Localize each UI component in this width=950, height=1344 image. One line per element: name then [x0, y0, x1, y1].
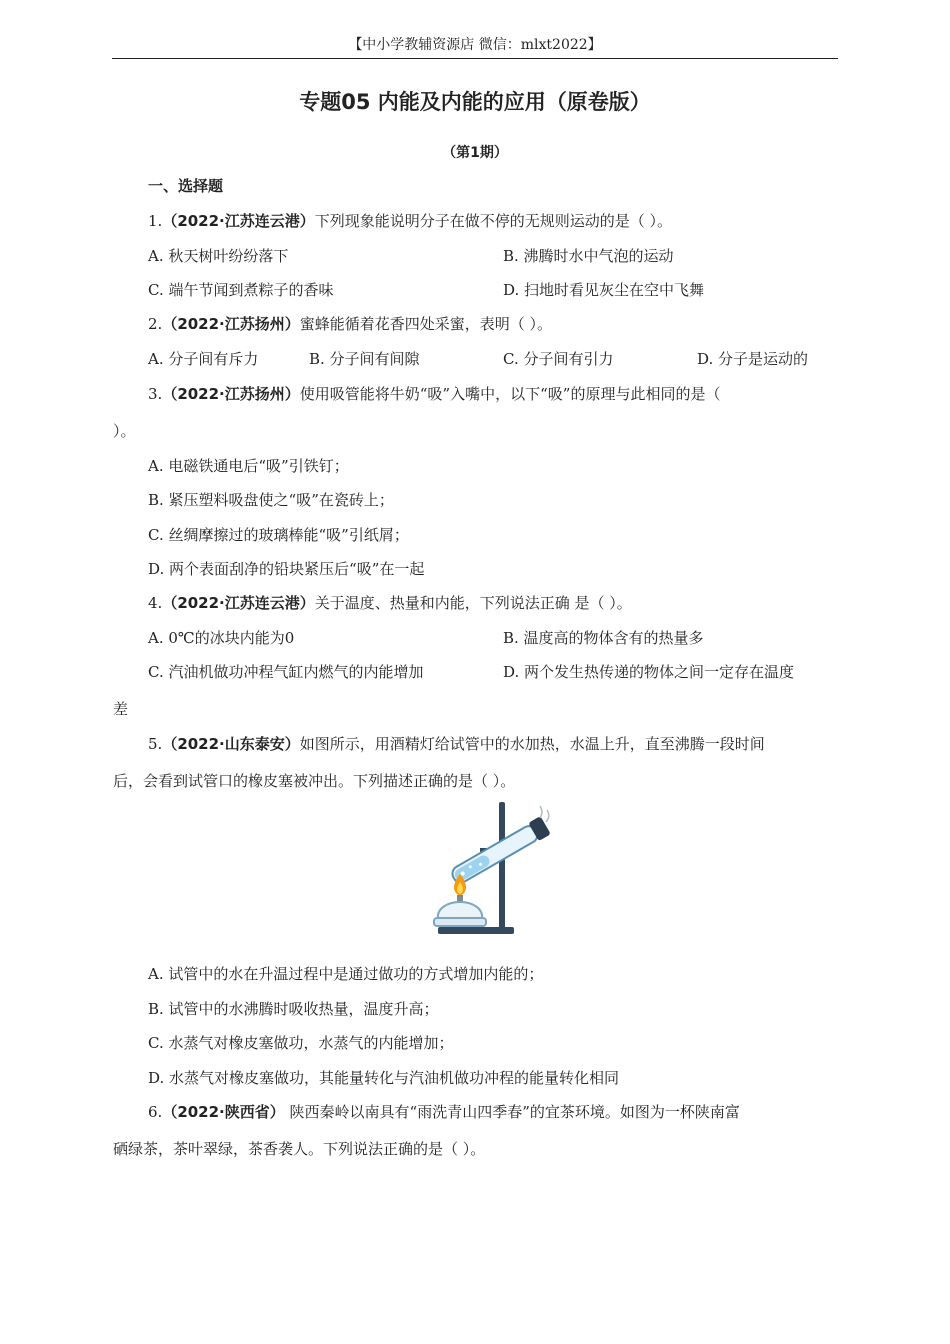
question-2-option-b: B. 分子间有间隙 [309, 350, 420, 368]
question-6-source: （2022·陕西省） [162, 1103, 285, 1121]
question-2-number: 2. [148, 315, 163, 333]
question-1-stem [148, 211, 672, 231]
page-header: 【中小学教辅资源店 微信：mlxt2022】 [348, 37, 602, 53]
question-1-option-a: A. 秋天树叶纷纷落下 [148, 247, 289, 265]
question-6-number: 6. [148, 1103, 163, 1121]
question-4-option-a: A. 0℃的冰块内能为0 [148, 629, 295, 647]
question-4-source: （2022·江苏连云港） [162, 594, 315, 612]
question-5-stem [148, 734, 765, 754]
question-4-option-d: D. 两个发生热传递的物体之间一定存在温度 [503, 663, 795, 681]
question-3-source: （2022·江苏扬州） [162, 385, 300, 403]
question-4-option-d-continued: 差 [113, 700, 129, 718]
question-2-option-c: C. 分子间有引力 [503, 350, 614, 368]
question-5-stem-continued: 后，会看到试管口的橡皮塞被冲出。下列描述正确的是（ ）。 [113, 772, 516, 790]
question-5-text: 如图所示，用酒精灯给试管中的水加热，水温上升，直至沸腾一段时间 [299, 735, 765, 753]
question-1-text: 下列现象能说明分子在做不停的无规则运动的是（ ）。 [314, 212, 673, 230]
document-title: 专题05 内能及内能的应用（原卷版） [299, 90, 651, 114]
question-3-option-a: A. 电磁铁通电后“吸”引铁钉； [148, 457, 349, 475]
question-1-option-b: B. 沸腾时水中气泡的运动 [503, 247, 674, 265]
question-1-option-d: D. 扫地时看见灰尘在空中飞舞 [503, 281, 705, 299]
stand-rod [499, 802, 505, 930]
question-6-stem [148, 1102, 740, 1122]
question-4-option-c: C. 汽油机做功冲程气缸内燃气的内能增加 [148, 663, 424, 681]
question-3-number: 3. [148, 385, 163, 403]
question-2-stem [148, 314, 552, 334]
question-6-text: 陕西秦岭以南具有“雨洗青山四季春”的宜茶环境。如图为一杯陕南富 [284, 1103, 740, 1121]
question-3-option-b: B. 紧压塑料吸盘使之“吸”在瓷砖上； [148, 491, 394, 509]
question-3-stem-continued: ）。 [113, 422, 136, 440]
section-heading: 一、选择题 [148, 177, 224, 195]
header-divider [112, 58, 838, 59]
question-3-option-d: D. 两个表面刮净的铅块紧压后“吸”在一起 [148, 560, 425, 578]
issue-label: （第1期） [442, 145, 508, 161]
question-4-stem [148, 593, 632, 613]
question-5-source: （2022·山东泰安） [162, 735, 300, 753]
question-5-option-a: A. 试管中的水在升温过程中是通过做功的方式增加内能的； [148, 965, 544, 983]
question-3-text: 使用吸管能将牛奶“吸”入嘴中，以下“吸”的原理与此相同的是（ [299, 385, 721, 403]
test-tube-heating-figure [428, 796, 558, 942]
question-2-source: （2022·江苏扬州） [162, 315, 300, 333]
question-1-number: 1. [148, 212, 163, 230]
question-1-option-c: C. 端午节闻到煮粽子的香味 [148, 281, 334, 299]
question-2-option-d: D. 分子是运动的 [697, 350, 809, 368]
question-2-text: 蜜蜂能循着花香四处采蜜，表明（ ）。 [299, 315, 553, 333]
question-4-text: 关于温度、热量和内能，下列说法正确 是（ ）。 [314, 594, 632, 612]
question-5-option-b: B. 试管中的水沸腾时吸收热量，温度升高； [148, 1000, 439, 1018]
question-1-source: （2022·江苏连云港） [162, 212, 315, 230]
question-6-stem-continued: 硒绿茶，茶叶翠绿，茶香袭人。下列说法正确的是（ ）。 [113, 1140, 486, 1158]
question-3-stem [148, 384, 720, 404]
question-3-option-c: C. 丝绸摩擦过的玻璃棒能“吸”引纸屑； [148, 526, 409, 544]
question-4-number: 4. [148, 594, 163, 612]
question-5-option-c: C. 水蒸气对橡皮塞做功，水蒸气的内能增加； [148, 1034, 454, 1052]
question-5-number: 5. [148, 735, 163, 753]
question-2-option-a: A. 分子间有斥力 [148, 350, 259, 368]
question-4-option-b: B. 温度高的物体含有的热量多 [503, 629, 704, 647]
question-5-option-d: D. 水蒸气对橡皮塞做功，其能量转化与汽油机做功冲程的能量转化相同 [148, 1069, 620, 1087]
